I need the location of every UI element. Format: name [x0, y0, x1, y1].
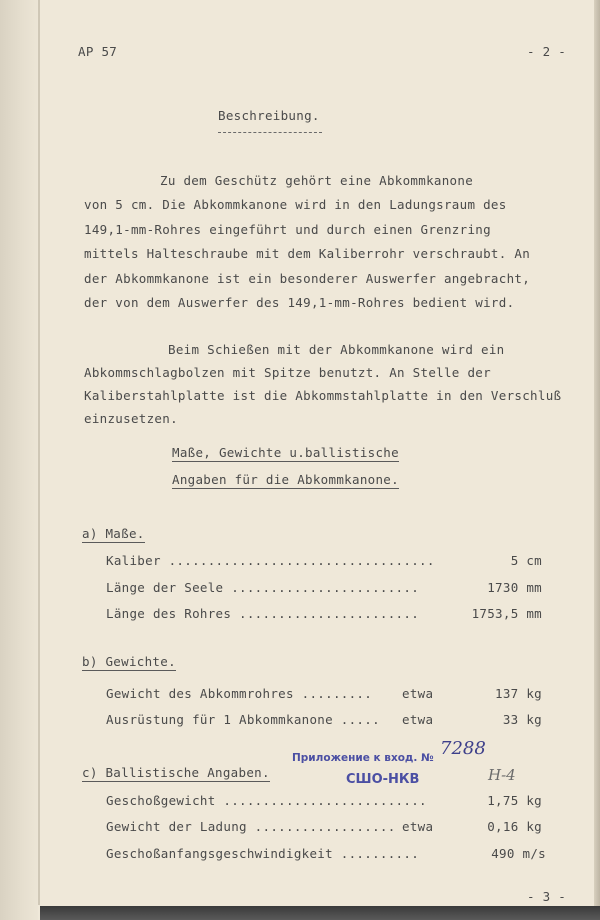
- spec-row-laenge-rohres: [106, 606, 419, 621]
- fold-line: [38, 0, 40, 905]
- spec-qualifier: etwa: [402, 819, 434, 834]
- spec-qualifier: etwa: [402, 712, 434, 727]
- spec-value: 0,16 kg: [487, 819, 542, 834]
- spec-value: 1753,5 mm: [471, 606, 542, 621]
- page-bottom-edge: [40, 906, 600, 920]
- spec-row-ladung: [106, 819, 396, 834]
- spec-label: Geschoßgewicht ..........................: [106, 793, 427, 808]
- spec-value: 1,75 kg: [487, 793, 542, 808]
- text-line: von 5 cm. Die Abkommkanone wird in den Ladungsraum des: [84, 197, 507, 213]
- text-line: Abkommschlagbolzen mit Spitze benutzt. An Stelle der: [84, 365, 491, 380]
- spec-label: Kaliber ..................................: [106, 553, 435, 568]
- section-a-heading: a) Maße.: [82, 526, 145, 541]
- paragraph-usage: [84, 342, 561, 434]
- spec-label: Länge der Seele ........................: [106, 580, 420, 595]
- paragraph-description: [84, 173, 530, 319]
- spec-label: Geschoßanfangsgeschwindigkeit ..........: [106, 846, 420, 861]
- text-line: der von dem Auswerfer des 149,1-mm-Rohres bedient wird.: [84, 294, 515, 310]
- text-line: Beim Schießen mit der Abkommkanone wird ein: [168, 342, 505, 357]
- spec-label: Gewicht des Abkommrohres .........: [106, 686, 373, 701]
- handwritten-code: Н-4: [488, 766, 516, 784]
- spec-row-geschossgewicht: [106, 793, 427, 808]
- spec-qualifier: etwa: [402, 686, 434, 701]
- spec-row-anfangsgeschwindigkeit: [106, 846, 419, 861]
- text-line: der Abkommkanone ist ein besonderer Auswerfer angebracht,: [84, 270, 531, 286]
- spec-label: Gewicht der Ladung ..................: [106, 819, 396, 834]
- section-title-line1: Maße, Gewichte u.ballistische: [172, 445, 399, 460]
- next-page-number: - 3 -: [527, 889, 567, 904]
- spec-label: Länge des Rohres .......................: [106, 606, 420, 621]
- section-b-heading: b) Gewichte.: [82, 654, 176, 669]
- text-line: Zu dem Geschütz gehört eine Abkommkanone: [160, 173, 474, 188]
- archive-stamp-line2: СШО-НКВ: [346, 772, 420, 787]
- binding-margin: [0, 0, 38, 920]
- text-line: 149,1-mm-Rohres eingeführt und durch einen Grenzring: [84, 221, 491, 237]
- spec-value: 5 cm: [510, 553, 542, 568]
- section-c-heading: c) Ballistische Angaben.: [82, 765, 270, 780]
- page-number: - 2 -: [527, 44, 567, 59]
- archive-stamp-line1: Приложение к вход. №: [292, 752, 434, 764]
- spec-value: 33 kg: [502, 712, 542, 727]
- page-title: Beschreibung.: [218, 108, 320, 123]
- text-line: mittels Halteschraube mit dem Kaliberrohr verschraubt. An: [84, 246, 531, 262]
- section-title-line2: Angaben für die Abkommkanone.: [172, 472, 399, 487]
- page-edge: [594, 0, 600, 920]
- spec-row-kaliber: [106, 553, 435, 568]
- spec-value: 1730 mm: [487, 580, 542, 595]
- spec-value: 137 kg: [495, 686, 542, 701]
- title-rule: [218, 132, 322, 133]
- spec-row-gewicht-rohr: [106, 686, 372, 701]
- spec-value: 490 m/s: [491, 846, 546, 861]
- spec-row-ausruestung: [106, 712, 380, 727]
- text-line: einzusetzen.: [84, 411, 178, 426]
- spec-row-laenge-seele: [106, 580, 419, 595]
- document-ref: AP 57: [78, 44, 118, 59]
- text-line: Kaliberstahlplatte ist die Abkommstahlplatte in den Verschluß: [84, 388, 562, 403]
- handwritten-number: 7288: [440, 738, 486, 759]
- spec-label: Ausrüstung für 1 Abkommkanone .....: [106, 712, 380, 727]
